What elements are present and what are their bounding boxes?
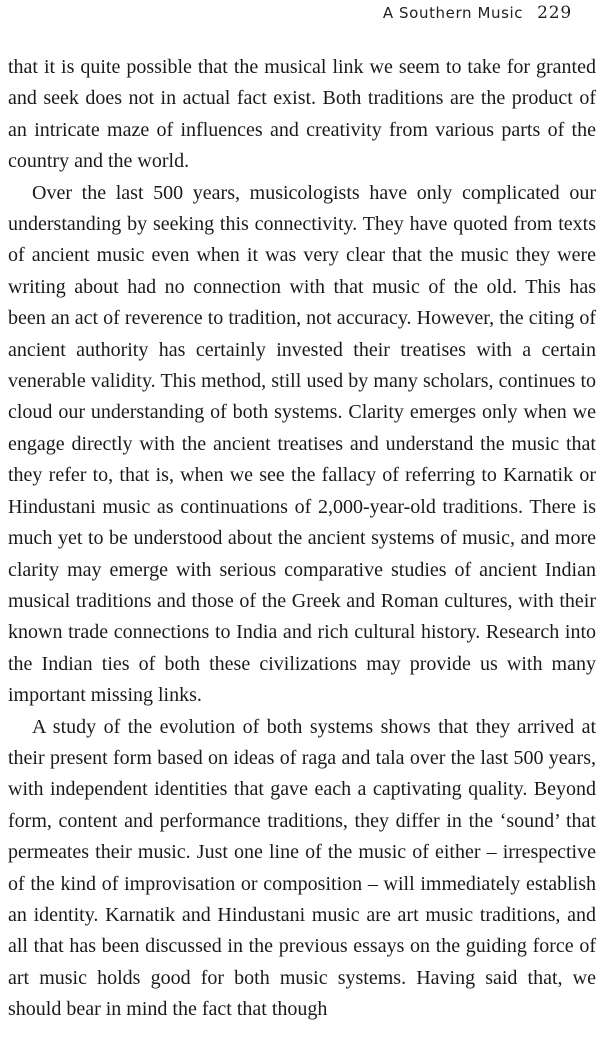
page-number: 229 [537, 3, 572, 23]
paragraph-evolution: A study of the evolution of both systems shows that they arrived at their present form based on ideas of raga and tala over the last 500 years, with independent identities that gave each a captivating quality. Beyond form, content and performance traditions, they differ in the ‘sound’ that permeates their music. Just one line of the music of either – irrespective of the kind of improvisation or composition – will immediately establish an identity. Karnatik and Hindustani music are art music traditions, and all that has been discussed in the previous essays on the guiding force of art music holds good for both music systems. Having said that, we should bear in mind the fact that though [8, 715, 596, 1021]
paragraph-musicologists: Over the last 500 years, musicologists have only complicated our understanding by seeking this connectivity. They have quoted from texts of ancient music even when it was very clear that the music they were writing about had no connection with that music of the old. This has been an act of reverence to tradition, not accuracy. However, the citing of ancient authority has certainly invested their treatises with a certain venerable validity. This method, still used by many scholars, continues to cloud our understanding of both systems. Clarity emerges only when we engage directly with the ancient treatises and understand the music that they refer to, that is, when we see the fallacy of referring to Karnatik or Hindustani music as continuations of 2,000-year-old traditions. There is much yet to be understood about the ancient systems of music, and more clarity may emerge with serious comparative studies of ancient Indian musical traditions and those of the Greek and Roman cultures, with their known trade connections to India and rich cultural history. Research into the Indian ties of both these civilizations may provide us with many important missing links. [8, 181, 596, 707]
body-text [8, 52, 596, 1026]
running-title: A Southern Music [382, 4, 524, 22]
paragraph-continued: that it is quite possible that the musical link we seem to take for granted and seek does not in actual fact exist. Both traditions are the product of an intricate maze of influences and creativity from various parts of the country and the world. [8, 56, 596, 173]
running-header [383, 0, 572, 30]
